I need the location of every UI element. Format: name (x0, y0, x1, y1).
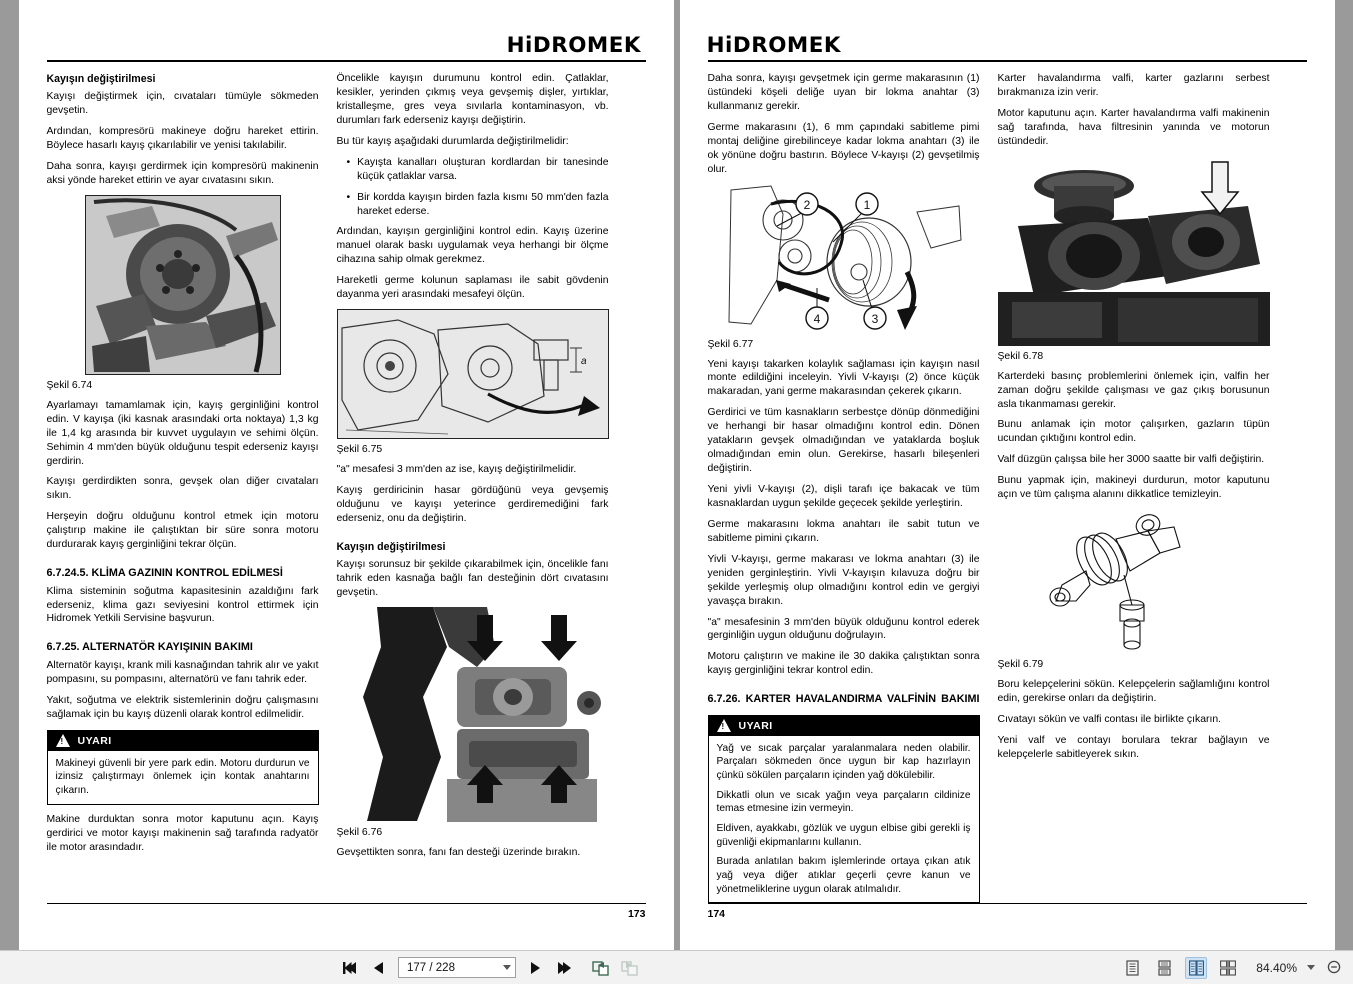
continuous-scroll-view-button[interactable] (1153, 957, 1175, 979)
previous-page-icon (373, 961, 385, 975)
paragraph: Kayış gerdiricinin hasar gördüğünü veya gevşemiş olduğunu ve kayışı yeterince gerdiremediğini fark ederseniz, onu da değiştirin. (336, 485, 609, 524)
next-page-button[interactable] (525, 957, 545, 979)
paragraph: Gevşettikten sonra, fanı fan desteği üzerinde bırakın. (336, 846, 581, 858)
figure-6-76 (337, 607, 609, 822)
toolbar-view-group (1121, 957, 1345, 979)
zoom-out-button[interactable] (1325, 957, 1345, 979)
paragraph: Kayışı sorunsuz bir şekilde çıkarabilmek için, öncelikle fanı tahrik eden kasnağa bağlı fan desteğinin dört cıvatasını gevşetin. (336, 559, 609, 598)
paragraph: Yeni yivli V-kayışı (2), dişli tarafı içe bakacak ve tüm kasnaklardan uygun şekilde geçecek şekilde yerleştirin. (707, 484, 980, 509)
paragraph: Makine durduktan sonra motor kaputunu açın. Kayış gerdirici ve motor kayışı makinenin sağ tarafında radyatör ile motor arasındadır. (46, 813, 319, 853)
paragraph: Karter havalandırma valfi, karter gazlarını serbest bırakmanıza izin verir. (997, 73, 1270, 98)
pdf-page-right[interactable] (680, 0, 1335, 950)
figure-caption-6-79: Şekil 6.79 (997, 659, 1044, 671)
paragraph: Ardından, kompresörü makineye doğru hareket ettirin. Böylece hasarlı kayış çıkarılabilir ve yenisi takılabilir. (46, 126, 319, 151)
paragraph: "a" mesafesinin 3 mm'den büyük olduğunu kontrol ederek gerginliğin uygun olduğunu doğrulayın. (707, 616, 980, 642)
warning-paragraph: Dikkatli olun ve sıcak yağın veya parçaların cildinize temas etmesine izin vermeyin. (716, 789, 971, 815)
warning-box-right (708, 715, 980, 904)
header-rule (708, 60, 1307, 62)
paragraph: Motor kaputunu açın. Karter havalandırma valfi makinenin sağ tarafında, hava filtresinin yanında ve motorun üstündedir. (997, 107, 1270, 147)
bullet-icon: • (346, 191, 351, 203)
figure-caption-6-74: Şekil 6.74 (46, 379, 93, 391)
paragraph: Germe makarasını (1), 6 mm çapındaki sabitleme pimi montaj deliğine girebilinceye kadar lokma anahtarı (3) ile ok yönüne doğru bastırın. Böylece V-kayışı (2) gevşetilmiş olur. (707, 121, 980, 175)
paragraph: Bunu anlamak için motor çalışırken, gazların tüpün ucundan çıktığını kontrol edin. (997, 419, 1270, 445)
warning-header (48, 731, 318, 751)
warning-body (709, 736, 979, 903)
page-footer-left (47, 903, 646, 920)
hidromek-logo: HiDROMEK (506, 33, 641, 57)
pdf-page-left[interactable] (19, 0, 674, 950)
valve-clamp-diagram (998, 509, 1270, 654)
first-page-icon (343, 961, 358, 975)
belt-tensioner-diagram (338, 310, 609, 439)
single-page-view-icon (1125, 960, 1140, 976)
zoom-dropdown-chevron-down-icon[interactable] (1307, 965, 1315, 970)
go-forward-view-button[interactable] (620, 957, 640, 979)
figure-caption-6-75: Şekil 6.75 (336, 444, 383, 456)
warning-paragraph: Makineyi güvenli bir yere park edin. Motoru durdurun ve izinsiz çalıştırmayı önlemek için kontak anahtarını çıkarın. (55, 757, 310, 796)
paragraph: Germe makarasını lokma anahtarı ile sabit tutun ve sabitleme pimini çıkarın. (707, 518, 980, 544)
paragraph: Yakıt, soğutma ve elektrik sistemlerinin doğru çalışmasını sağlamak için bu kayış düzenli olarak kontrol edilmelidir. (46, 694, 319, 720)
paragraph: Gerdirici ve tüm kasnakların serbestçe dönüp dönmediğini ve herhangi bir hasar olmadığını kontrol edin. Dönen yatakların gevşek olmadığından ve yataklarda boşluk olmadığından emin olun. Gerekirse, hasarlı bileşenleri değiştirin. (707, 407, 980, 475)
figure-6-78 (998, 156, 1270, 346)
figure-6-79 (998, 509, 1270, 654)
section-heading-6-7-24-5: 6.7.24.5. KLİMA GAZININ KONTROL EDİLMESİ (46, 567, 283, 580)
paragraph: Herşeyin doğru olduğunu kontrol etmek için motoru çalıştırıp makine ile çalıştıktan bir süre sonra motoru durdurarak kayış gerginliğini tekrar ölçün. (46, 511, 319, 551)
paragraph: Valf düzgün çalışsa bile her 3000 saatte bir valfi değiştirin. (997, 454, 1265, 466)
paragraph: Öncelikle kayışın durumunu kontrol edin. Çatlaklar, kesikler, yerinden çıkmış veya gevşemiş dişler, yırtıklar, kristalleşme, gres veya sıvılarla kontaminasyon, vb. durumları fark ederseniz kayışı değiştirin. (336, 73, 609, 126)
paragraph: Bu tür kayış aşağıdaki durumlarda değiştirilmelidir: (336, 135, 569, 147)
paragraph: Daha sonra, kayışı gerdirmek için kompresörü makinenin aksi yönde hareket ettirin ve ayar cıvatasını sıkın. (46, 160, 319, 186)
paragraph: Ardından, kayışın gerginliğini kontrol edin. Kayış üzerine manuel olarak baskı uygulamak veya herhangi bir ölçme cihazına sahip olmak gerekmez. (336, 226, 609, 266)
last-page-icon (557, 961, 572, 975)
warning-triangle-icon (717, 719, 731, 732)
paragraph: Alternatör kayışı, krank mili kasnağından tahrik alır ve yakıt pompasını, su pompasını, alternatörü ve fanı tahrik eder. (46, 659, 319, 685)
paragraph: Kayışı değiştirmek için, cıvataları tümüyle sökmeden gevşetin. (46, 91, 319, 117)
go-back-view-icon (592, 960, 610, 976)
hidromek-logo: HiDROMEK (706, 33, 841, 57)
warning-title: UYARI (738, 719, 773, 732)
warning-paragraph: Yağ ve sıcak parçalar yaralanmalara neden olabilir. Parçaları sökmeden önce uygun bir kap hazırlayın çünkü sökülen parçaların içinden yağ dökülebilir. (716, 742, 971, 782)
callout-3: 3 (871, 311, 879, 326)
page-number-input[interactable] (398, 957, 516, 978)
bullet-icon: • (346, 156, 351, 168)
go-back-view-button[interactable] (591, 957, 611, 979)
single-page-view-button[interactable] (1121, 957, 1143, 979)
warning-paragraph: Burada anlatılan bakım işlemlerinde ortaya çıkan atık yağ veya diğer atıklar geçerli çevre kanun ve yönetmeliklerine uygun olarak atılmalıdır. (716, 856, 971, 895)
callout-4: 4 (813, 311, 821, 326)
callout-2: 2 (803, 197, 811, 212)
callout-1: 1 (863, 197, 871, 212)
compressor-photo (86, 196, 281, 375)
paragraph: Hareketli germe kolunun saplaması ile sabit gövdenin dayanma yeri arasındaki mesafeyi ölçün. (336, 275, 609, 301)
page-footer-right (708, 903, 1307, 920)
list-item (347, 191, 609, 219)
tensioner-pulley-diagram (721, 184, 966, 334)
viewer-toolbar (0, 950, 1353, 984)
zoom-out-icon (1327, 960, 1343, 976)
page-number: 174 (707, 908, 726, 920)
previous-page-button[interactable] (369, 957, 389, 979)
two-page-view-button[interactable] (1185, 957, 1207, 979)
figure-caption-6-78: Şekil 6.78 (997, 350, 1044, 362)
chevron-down-icon[interactable] (503, 965, 511, 970)
first-page-button[interactable] (340, 957, 360, 979)
figure-6-74 (47, 195, 319, 375)
two-page-scroll-view-icon (1220, 960, 1237, 976)
paragraph: Yeni kayışı takarken kolaylık sağlaması için kayışın nasıl monte edildiğini inceleyin. Yivli V-kayışı (2) önce küçük makaradan, yani germe makarasından çekerek çıkarın. (707, 358, 980, 398)
fan-support-photo (337, 607, 609, 822)
warning-box-left (47, 730, 319, 805)
warning-title: UYARI (77, 734, 112, 747)
figure-caption-6-77: Şekil 6.77 (707, 338, 754, 350)
last-page-button[interactable] (554, 957, 574, 979)
next-page-icon (529, 961, 541, 975)
continuous-scroll-view-icon (1157, 960, 1172, 976)
paragraph: Kayışı gerdirdikten sonra, gevşek olan diğer cıvataları sıkın. (46, 476, 319, 502)
page-number-value: 177 / 228 (407, 961, 455, 974)
figure-caption-6-76: Şekil 6.76 (336, 826, 383, 838)
figure-6-77 (708, 184, 980, 334)
paragraph: Klima sisteminin soğutma kapasitesinin azaldığını fark ederseniz, klima gazı seviyesini kontrol ettirmek için Hidromek Yetkili Servisine başvurun. (46, 585, 319, 625)
bullet-text: Bir kordda kayışın birden fazla kısmı 50 mm'den fazla hareket ederse. (357, 191, 609, 217)
go-forward-view-icon (621, 960, 639, 976)
crankcase-valve-photo (998, 156, 1270, 346)
right-page-column-2 (998, 72, 1270, 912)
dimension-label-a: a (580, 356, 587, 368)
paragraph: Cıvatayı sökün ve valfi contası ile birlikte çıkarın. (997, 713, 1221, 725)
page-header-right (708, 18, 1307, 56)
two-page-scroll-view-button[interactable] (1217, 957, 1239, 979)
paragraph: Ayarlamayı tamamlamak için, kayış gerginliğini kontrol edin. V kayışa (iki kasnak arasındaki orta noktaya) 1,3 kg ile 1,4 kg arasında bir kuvvet uygulayın ve sehimi ölçün. Sehimin 4 mm'den büyük olduğunu tespit ederseniz kayışı gerdirin. (46, 399, 319, 467)
section-heading-6-7-25: 6.7.25. ALTERNATÖR KAYIŞININ BAKIMI (46, 641, 253, 654)
warning-paragraph: Eldiven, ayakkabı, gözlük ve uygun elbise gibi gerekli iş güvenliği ekipmanlarını kullanın. (716, 823, 971, 848)
paragraph: Karterdeki basınç problemlerini önlemek için, valfin her zaman doğru şekilde çalışması ve gaz çıkış borusunun asla tıkanmaması gerekir. (997, 370, 1270, 410)
paragraph: Yeni valf ve contayı borulara tekrar bağlayın ve kelepçelerle sabitleyerek sıkın. (997, 734, 1270, 760)
two-page-view-icon (1189, 960, 1204, 976)
paragraph: Motoru çalıştırın ve makine ile 30 dakika çalıştıktan sonra kayış gerginliğini tekrar kontrol edin. (707, 651, 980, 677)
right-page-column-1 (708, 72, 980, 912)
paragraph: Boru kelepçelerini sökün. Kelepçelerin sağlamlığını kontrol edin, gerekirse onları da değiştirin. (997, 679, 1270, 704)
paragraph: "a" mesafesi 3 mm'den az ise, kayış değiştirilmelidir. (336, 464, 577, 476)
paragraph: Yivli V-kayışı, germe makarası ve lokma anahtarı (3) ile yeniden gerginleştirin. Yivli V-kayışın kılavuza doğru bir şekilde yerleşmiş olup olmadığını kontrol edin ve gergiyi yavaşça bırakın. (707, 553, 980, 607)
left-page-column-1 (47, 72, 319, 912)
paragraph: Daha sonra, kayışı gevşetmek için germe makarasının (1) üstündeki köşeli deliğe uyan bir lokma anahtar (3) kullanmanız gerekir. (707, 73, 980, 112)
paragraph: Bunu yapmak için, makineyi durdurun, motor kaputunu açın ve tüm çalışma alanını dikkatlice temizleyin. (997, 475, 1270, 501)
page-number: 173 (627, 908, 646, 920)
page-header-left (47, 18, 646, 56)
toolbar-navigation-group (340, 957, 640, 979)
list-item (347, 156, 609, 184)
warning-body (48, 751, 318, 804)
section-heading-6-7-26: 6.7.26. KARTER HAVALANDIRMA VALFİNİN BAKIMI (707, 693, 980, 706)
zoom-level-value: 84.40% (1256, 960, 1297, 975)
subheading-kayisin-degistirilmesi-2: Kayışın değiştirilmesi (336, 540, 446, 553)
left-page-column-2 (337, 72, 609, 912)
header-rule (47, 60, 646, 62)
heading-kayisin-degistirilmesi: Kayışın değiştirilmesi (46, 73, 156, 85)
figure-6-75 (337, 309, 609, 439)
warning-triangle-icon (56, 734, 70, 747)
bullet-text: Kayışta kanalları oluşturan kordlardan bir tanesinde küçük çatlaklar varsa. (357, 156, 609, 182)
warning-header (709, 716, 979, 736)
